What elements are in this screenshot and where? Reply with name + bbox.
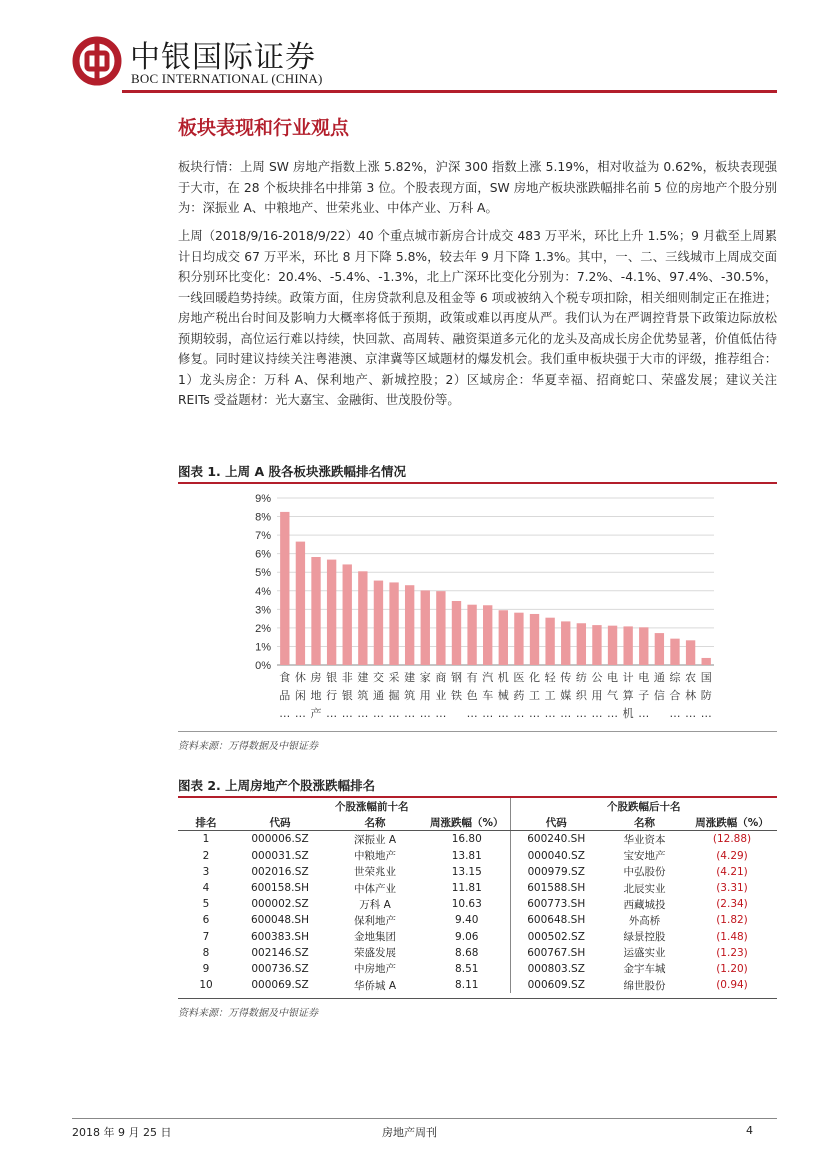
cell-rank: 9 xyxy=(202,962,210,975)
x-category-label-char: 工 xyxy=(544,689,556,702)
cell-name: 万科 A xyxy=(359,898,391,911)
x-category-label-char: 车 xyxy=(482,689,494,702)
chart-bar xyxy=(545,618,554,665)
chart-y-axis xyxy=(255,493,271,672)
x-category-label-char: 建 xyxy=(357,671,369,684)
x-category-label xyxy=(701,671,712,720)
cell-code: 000736.SZ xyxy=(251,962,309,975)
cell-change: (3.31) xyxy=(716,882,748,895)
col-header-code: 代码 xyxy=(510,814,602,831)
figure2-title: 图表 2. 上周房地产个股涨跌幅排名 xyxy=(178,778,376,793)
cell-change: (1.48) xyxy=(716,930,748,943)
table-bottom-divider xyxy=(178,998,777,999)
cell-code: 000031.SZ xyxy=(251,849,309,862)
cell-change: 13.81 xyxy=(451,849,482,862)
x-category-label-char: 非 xyxy=(341,671,353,684)
cell-name: 金地集团 xyxy=(354,931,396,944)
x-category-label-char: … xyxy=(497,707,509,720)
x-category-label-char: … xyxy=(404,707,416,720)
cell-code: 000002.SZ xyxy=(251,898,309,911)
x-category-label-char: 产 xyxy=(310,707,322,720)
cell-change: 16.80 xyxy=(451,833,482,846)
x-category-label-char: 械 xyxy=(497,689,509,702)
cell-change: 8.51 xyxy=(455,962,479,975)
col-header-rank: 排名 xyxy=(178,814,234,831)
brand-name-cn: 中银国际证券 xyxy=(130,40,316,75)
x-category-label-char: … xyxy=(326,707,338,720)
cell-code: 600048.SH xyxy=(251,914,309,927)
table-row xyxy=(178,977,777,993)
x-category-label-char: 用 xyxy=(591,689,603,702)
figure1-title: 图表 1. 上周 A 股各板块涨跌幅排名情况 xyxy=(178,464,407,479)
paragraph-sector-performance: 板块行情：上周 SW 房地产指数上涨 5.82%，沪深 300 指数上涨 5.19%，相对收益为 0.62%，板块表现强于大市，在 28 个板块排名中排第 3 位。个股表现方面，SW 房地产板块涨跌幅排名前 5 位的房地产个股分别为：深振业 A、中粮地产、世荣兆业、中体产业、万科 A。 xyxy=(178,160,777,215)
x-category-label-char: 筑 xyxy=(357,689,369,702)
cell-change: 8.68 xyxy=(455,946,479,959)
stock-ranking-table xyxy=(178,798,777,993)
cell-name: 金宇车城 xyxy=(623,963,666,976)
x-category-label-char: 通 xyxy=(653,671,665,684)
group-top-label: 个股涨幅前十名 xyxy=(335,800,409,813)
chart-bar xyxy=(561,621,570,665)
cell-code: 600383.SH xyxy=(251,930,309,943)
chart-bar xyxy=(686,640,695,665)
x-category-label xyxy=(295,670,306,720)
cell-name: 中粮地产 xyxy=(354,850,396,863)
chart-bar xyxy=(343,564,352,665)
cell-change: (1.20) xyxy=(716,962,748,975)
x-category-label-char: 电 xyxy=(638,671,650,684)
cell-change: (1.23) xyxy=(716,946,748,959)
cell-code: 600158.SH xyxy=(251,882,309,895)
chart-bar xyxy=(639,627,648,665)
cell-change: 9.40 xyxy=(455,914,479,927)
x-category-label-char: … xyxy=(669,707,681,720)
cell-name: 华业资本 xyxy=(623,833,666,846)
cell-change: (0.94) xyxy=(716,979,748,992)
y-tick-label: 2% xyxy=(255,622,271,635)
x-category-label-char: 织 xyxy=(575,689,587,702)
chart-bar xyxy=(702,658,711,665)
x-category-label-char: 气 xyxy=(607,689,619,702)
cell-name: 宝安地产 xyxy=(623,850,666,863)
cell-name: 运盛实业 xyxy=(623,947,666,960)
x-category-label xyxy=(311,670,322,720)
page-number: 4 xyxy=(746,1124,753,1137)
cell-rank: 5 xyxy=(202,898,210,911)
paragraph-market-view: 上周（2018/9/16-2018/9/22）40 个重点城市新房合计成交 483 万平米，环比上升 1.5%；9 月截至上周累计日均成交 67 万平米，环比 8 月下降 5.8%，较去年 9 月下降 1.3%。其中，一、二、三线城市上周成交面积分别环比变化：20.4%、-5.4%、-1.3%，北上广深环比变化分别为：7.2%、-4.1%、97.4%、-30.5%，一线回暖趋势持续。政策方面，住房贷款利息及租金等 6 项或被纳入个税专项扣除，相关细则制定正在推进；房地产税出台时间及影响力大概率将低于预期，政策或难以再度从严。我们认为在严调控背景下政策边际放松预期较弱，高位运行难以持续，快回款、高周转、融资渠道多元化的龙头及高成长房企优势显著，价值低估待修复。同时建议持续关注粤港澳、京津冀等区域题材的爆发机会。我们重申板块强于大市的评级，推荐组合：1）龙头房企：万科 A、保利地产、新城控股；2）区域房企：华夏幸福、招商蛇口、荣盛发展；建议关注 REITs 受益题材：光大嘉宝、金融街、世茂股份等。 xyxy=(178,229,777,407)
x-category-label-char: 地 xyxy=(310,689,322,702)
x-category-label xyxy=(357,670,368,720)
cell-code: 000502.SZ xyxy=(510,929,602,945)
chart-bar xyxy=(483,605,492,665)
x-category-label-char: 房 xyxy=(310,671,322,684)
x-category-label-char: 医 xyxy=(513,671,525,684)
x-category-label xyxy=(451,670,462,702)
x-category-label xyxy=(498,670,509,720)
cell-rank: 6 xyxy=(202,914,210,927)
x-category-label-char: … xyxy=(419,707,431,720)
cell-change: (1.82) xyxy=(716,914,748,927)
x-category-label-char: 银 xyxy=(341,689,353,702)
x-category-label xyxy=(623,670,634,720)
x-category-label xyxy=(389,671,400,720)
x-category-label-char: … xyxy=(435,707,447,720)
col-header-name: 名称 xyxy=(602,814,687,831)
cell-rank: 3 xyxy=(202,865,210,878)
chart-bar xyxy=(670,639,679,665)
cell-code: 000069.SZ xyxy=(251,979,309,992)
cell-change: 9.06 xyxy=(455,930,479,943)
chart-bar xyxy=(577,623,586,665)
cell-code: 000609.SZ xyxy=(510,977,602,993)
figure1-bottom-divider xyxy=(178,731,777,732)
x-category-label xyxy=(638,670,649,720)
col-header-code: 代码 xyxy=(234,814,326,831)
x-category-label-char: 用 xyxy=(419,689,431,702)
table-row xyxy=(178,912,777,928)
x-category-label-char: 筑 xyxy=(404,689,416,702)
x-category-label-char: 有 xyxy=(466,671,478,684)
x-category-label-char: 信 xyxy=(653,689,665,702)
x-category-label xyxy=(279,671,290,720)
x-category-label xyxy=(591,671,602,720)
figure2-source: 资料来源：万得数据及中银证券 xyxy=(178,1008,318,1019)
x-category-label-char: … xyxy=(294,707,306,720)
cell-change: (4.21) xyxy=(716,865,748,878)
chart-bar xyxy=(358,571,367,665)
x-category-label-char: … xyxy=(591,707,603,720)
cell-change: (12.88) xyxy=(712,833,752,846)
cell-name: 北辰实业 xyxy=(623,882,666,895)
y-tick-label: 3% xyxy=(255,604,271,617)
header-divider xyxy=(122,90,777,93)
x-category-label xyxy=(560,670,571,720)
table-group-header xyxy=(178,798,777,814)
cell-code: 002016.SZ xyxy=(251,865,309,878)
x-category-label-char: 公 xyxy=(591,671,603,684)
col-header-name: 名称 xyxy=(326,814,424,831)
x-category-label-char: 钢 xyxy=(450,671,462,684)
x-category-label-char: … xyxy=(513,707,525,720)
cell-code: 600240.SH xyxy=(510,831,602,848)
cell-code: 000803.SZ xyxy=(510,961,602,977)
x-category-label-char: 家 xyxy=(419,671,431,684)
x-category-label-char: 银 xyxy=(326,671,338,684)
x-category-label-char: 色 xyxy=(466,689,478,702)
cell-code: 000979.SZ xyxy=(510,864,602,880)
cell-name: 中房地产 xyxy=(354,963,396,976)
chart-bar xyxy=(655,633,664,665)
brand-name-en: BOC INTERNATIONAL (CHINA) xyxy=(131,71,323,86)
x-category-label-char: 交 xyxy=(372,671,384,684)
x-category-label-char: 合 xyxy=(669,689,681,702)
x-category-label-char: … xyxy=(482,707,494,720)
table-row xyxy=(178,831,777,848)
x-category-label-char: … xyxy=(341,707,353,720)
table-row xyxy=(178,929,777,945)
x-category-label-char: 传 xyxy=(560,671,572,684)
group-bottom-label: 个股跌幅后十名 xyxy=(510,798,777,814)
x-category-label-char: … xyxy=(575,707,587,720)
x-category-label-char: 商 xyxy=(435,671,447,684)
x-category-label-char: … xyxy=(529,707,541,720)
table-row xyxy=(178,864,777,880)
x-category-label-char: … xyxy=(685,707,697,720)
chart-x-axis xyxy=(279,670,711,720)
cell-code: 600767.SH xyxy=(510,945,602,961)
x-category-label-char: 业 xyxy=(435,689,447,702)
x-category-label xyxy=(685,671,696,720)
x-category-label xyxy=(669,670,681,720)
cell-rank: 2 xyxy=(202,849,210,862)
cell-code: 000006.SZ xyxy=(251,833,309,846)
x-category-label-char: … xyxy=(544,707,556,720)
cell-name: 世荣兆业 xyxy=(354,866,396,879)
cell-rank: 4 xyxy=(202,882,210,895)
x-category-label xyxy=(545,671,557,720)
x-category-label-char: … xyxy=(700,707,712,720)
cell-name: 荣盛发展 xyxy=(354,947,396,960)
chart-bar xyxy=(374,581,383,665)
footer-divider xyxy=(72,1118,777,1119)
cell-name: 华侨城 A xyxy=(353,979,397,992)
footer-date: 2018 年 9 月 25 日 xyxy=(72,1126,172,1139)
chart-bar xyxy=(499,610,508,665)
cell-name: 西藏城投 xyxy=(623,898,666,911)
cell-code: 600648.SH xyxy=(510,912,602,928)
cell-code: 002146.SZ xyxy=(251,946,309,959)
cell-rank: 10 xyxy=(199,979,213,992)
x-category-label-char: 工 xyxy=(529,689,541,702)
cell-rank: 1 xyxy=(202,833,210,846)
x-category-label-char: … xyxy=(357,707,369,720)
cell-name: 深振业 A xyxy=(353,833,397,846)
cell-name: 保利地产 xyxy=(354,914,396,927)
section-title: 板块表现和行业观点 xyxy=(178,117,350,139)
x-category-label-char: 品 xyxy=(279,689,291,702)
x-category-label-char: 国 xyxy=(700,671,712,684)
x-category-label-char: … xyxy=(466,707,478,720)
table-row xyxy=(178,848,777,864)
x-category-label xyxy=(467,671,478,720)
cell-rank: 8 xyxy=(202,946,210,959)
x-category-label-char: 防 xyxy=(700,689,712,702)
x-category-label-char: 计 xyxy=(622,671,634,684)
y-tick-label: 8% xyxy=(255,511,271,524)
x-category-label-char: … xyxy=(279,707,291,720)
y-tick-label: 7% xyxy=(255,530,271,543)
cell-change: 13.15 xyxy=(451,865,482,878)
chart-bar xyxy=(592,625,601,665)
x-category-label-char: 子 xyxy=(638,689,650,702)
footer-publication-title: 房地产周刊 xyxy=(382,1126,437,1139)
x-category-label-char: 综 xyxy=(669,671,681,684)
y-tick-label: 0% xyxy=(255,660,271,672)
x-category-label xyxy=(482,671,493,720)
x-category-label-char: 通 xyxy=(372,689,384,702)
x-category-label-char: 闲 xyxy=(294,689,306,702)
cell-change: (4.29) xyxy=(716,849,748,862)
x-category-label-char: 食 xyxy=(279,671,291,684)
x-category-label xyxy=(435,670,446,720)
cell-change: (2.34) xyxy=(716,898,748,911)
x-category-label xyxy=(529,670,540,720)
y-tick-label: 1% xyxy=(255,641,271,654)
table-column-header xyxy=(178,814,777,831)
table-row xyxy=(178,961,777,977)
chart-bar xyxy=(452,601,461,665)
sector-return-bar-chart xyxy=(178,488,777,728)
x-category-label xyxy=(576,671,588,720)
table-row xyxy=(178,896,777,912)
x-category-label-char: 林 xyxy=(685,689,697,702)
cell-code: 600773.SH xyxy=(510,896,602,912)
x-category-label-char: 药 xyxy=(513,689,525,702)
figure1-divider xyxy=(178,482,777,484)
x-category-label-char: … xyxy=(372,707,384,720)
cell-change: 8.11 xyxy=(455,979,479,992)
x-category-label-char: 机 xyxy=(497,671,509,684)
chart-bar xyxy=(514,613,523,665)
chart-bar xyxy=(389,582,398,665)
table-row xyxy=(178,945,777,961)
chart-bar xyxy=(280,512,289,665)
x-category-label xyxy=(513,671,524,720)
chart-bar xyxy=(467,605,476,665)
chart-bar xyxy=(530,614,539,665)
chart-bar xyxy=(327,560,336,665)
x-category-label-char: 媒 xyxy=(560,689,572,702)
x-category-label-char: 算 xyxy=(622,689,634,702)
chart-bar xyxy=(608,626,617,665)
x-category-label-char: 纺 xyxy=(575,671,587,684)
cell-change: 11.81 xyxy=(451,882,482,895)
y-tick-label: 6% xyxy=(255,548,271,561)
chart-bar xyxy=(436,591,445,665)
x-category-label xyxy=(342,670,353,720)
x-category-label xyxy=(654,671,665,702)
x-category-label xyxy=(326,670,337,720)
x-category-label xyxy=(373,670,384,720)
x-category-label-char: 建 xyxy=(404,671,416,684)
chart-bar xyxy=(296,542,305,665)
col-header-change: 周涨跌幅（%） xyxy=(424,814,510,831)
cell-name: 绿景控股 xyxy=(623,931,666,944)
x-category-label-char: … xyxy=(607,707,619,720)
x-category-label-char: 采 xyxy=(388,671,400,684)
col-header-change: 周涨跌幅（%） xyxy=(687,814,777,831)
chart-bar xyxy=(311,557,320,665)
chart-bar xyxy=(405,585,414,665)
cell-name: 绵世股份 xyxy=(623,979,666,992)
x-category-label-char: 掘 xyxy=(388,689,400,702)
cell-name: 中体产业 xyxy=(354,882,396,895)
cell-name: 外高桥 xyxy=(628,914,661,927)
x-category-label-char: 机 xyxy=(622,707,634,720)
x-category-label-char: 农 xyxy=(685,671,697,684)
figure1-source: 资料来源：万得数据及中银证券 xyxy=(178,741,318,752)
table-row xyxy=(178,880,777,896)
boc-logo-icon xyxy=(72,36,122,86)
cell-change: 10.63 xyxy=(451,898,482,911)
y-tick-label: 4% xyxy=(255,585,271,598)
cell-code: 601588.SH xyxy=(510,880,602,896)
x-category-label-char: 电 xyxy=(607,671,619,684)
x-category-label-char: 行 xyxy=(326,689,338,702)
cell-code: 000040.SZ xyxy=(510,848,602,864)
chart-bar xyxy=(421,590,430,665)
x-category-label-char: … xyxy=(560,707,572,720)
x-category-label-char: 铁 xyxy=(450,689,462,702)
x-category-label xyxy=(607,670,618,720)
y-tick-label: 9% xyxy=(255,493,271,505)
x-category-label-char: 休 xyxy=(294,671,306,684)
cell-name: 中弘股份 xyxy=(623,866,666,879)
cell-rank: 7 xyxy=(202,930,210,943)
x-category-label-char: … xyxy=(388,707,400,720)
x-category-label xyxy=(420,670,431,720)
x-category-label-char: 轻 xyxy=(544,671,556,684)
x-category-label-char: 化 xyxy=(529,671,541,684)
chart-bar xyxy=(623,626,632,665)
x-category-label xyxy=(404,670,415,720)
x-category-label-char: 汽 xyxy=(482,671,494,684)
y-tick-label: 5% xyxy=(255,567,271,580)
x-category-label-char: … xyxy=(638,707,650,720)
